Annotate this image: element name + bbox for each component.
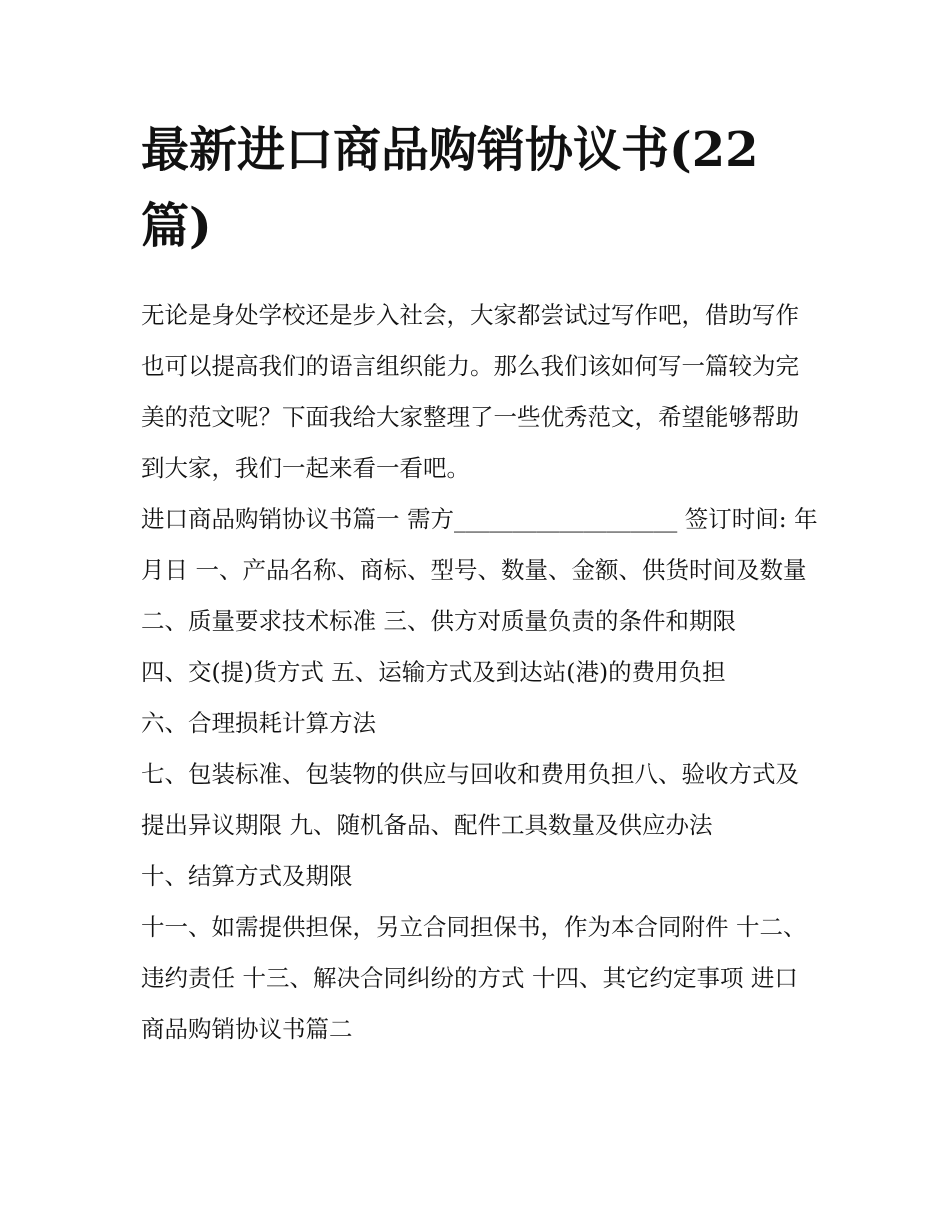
document-page — [141, 112, 821, 1055]
paragraph-1: 进口商品购销协议书篇一 需方___________________ 签订时间: 年月日 一、产品名称、商标、型号、数量、金额、供货时间及数量 — [141, 505, 818, 584]
paragraph-2: 二、质量要求技术标准 三、供方对质量负责的条件和期限 — [141, 607, 736, 635]
paragraph-7: 十一、如需提供担保，另立合同担保书，作为本合同附件 十二、违约责任 十三、解决合同纠纷的方式 十四、其它约定事项 进口商品购销协议书篇二 — [141, 913, 807, 1043]
paragraph-5: 七、包装标准、包装物的供应与回收和费用负担八、验收方式及提出异议期限 九、随机备品、配件工具数量及供应办法 — [141, 760, 799, 839]
paragraph-3: 四、交(提)货方式 五、运输方式及到达站(港)的费用负担 — [141, 658, 726, 686]
paragraph-4: 六、合理损耗计算方法 — [141, 709, 376, 737]
paragraph-6: 十、结算方式及期限 — [141, 862, 353, 890]
document-title: 最新进口商品购销协议书(22篇) — [141, 122, 759, 254]
intro-paragraph: 无论是身处学校还是步入社会，大家都尝试过写作吧，借助写作也可以提高我们的语言组织能力。那么我们该如何写一篇较为完美的范文呢？下面我给大家整理了一些优秀范文，希望能够帮助到大家，我们一起来看一看吧。 — [141, 301, 799, 482]
